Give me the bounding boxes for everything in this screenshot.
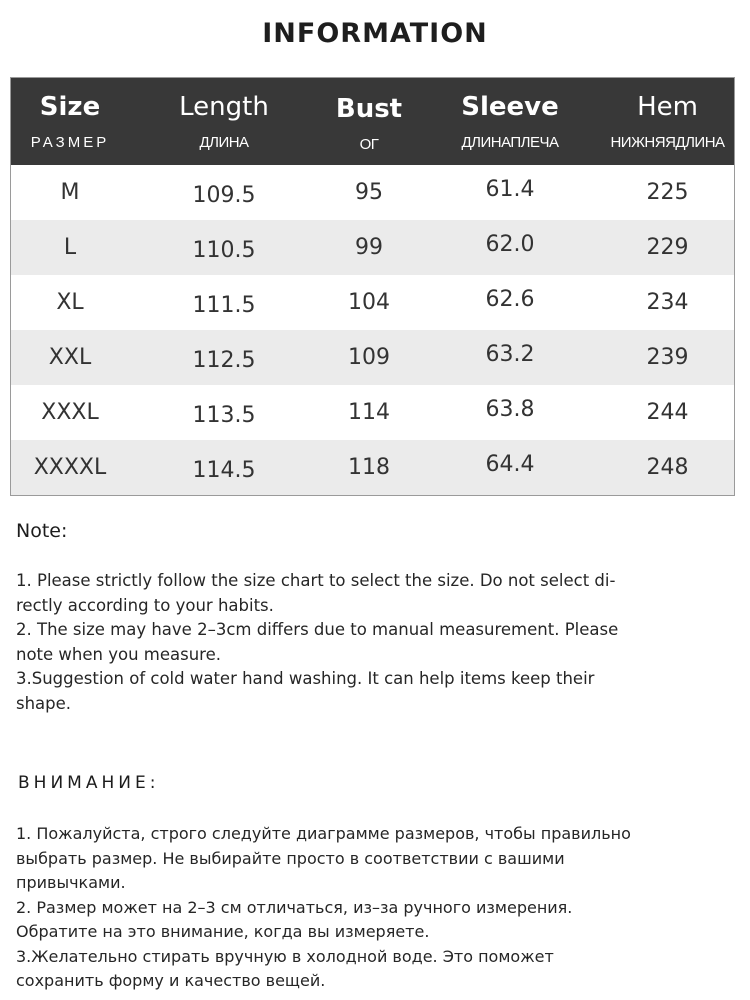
header-length-ru: ДЛИНА [199,134,249,151]
table-row [11,275,734,330]
cell-size: XXXL [41,400,99,425]
attention-line: привычками. [16,873,126,892]
header-hem-ru: НИЖНЯЯДЛИНА [610,134,725,151]
cell-hem: 229 [646,235,689,260]
note-line: 3.Suggestion of cold water hand washing. It can help items keep their [16,669,595,688]
cell-hem: 225 [646,180,689,205]
header-length [129,78,319,165]
attention-line: выбрать размер. Не выбирайте просто в соответствии с вашими [16,848,565,868]
cell-sleeve: 64.4 [485,452,535,477]
note-text [16,569,736,716]
cell-bust: 109 [348,345,390,370]
cell-sleeve: 62.6 [485,287,535,312]
note-line: 2. The size may have 2–3cm differs due to manual measurement. Please [16,620,619,639]
table-row [11,440,734,495]
attention-line: 2. Размер может на 2–3 см отличаться, из–за ручного измерения. [16,897,573,917]
attention-line: 3.Желательно стирать вручную в холодной воде. Это поможет [16,946,554,966]
cell-sleeve: 61.4 [485,177,535,202]
header-bust-en: Bust [335,94,403,124]
size-chart-table [10,77,735,496]
note-heading: Note: [16,520,68,542]
table-header [11,78,734,165]
table-row [11,165,734,220]
header-bust-ru: ОГ [359,136,379,153]
cell-size: XL [56,290,84,315]
note-line: rectly according to your habits. [16,595,274,615]
cell-size: L [63,235,77,260]
header-hem-en: Hem [637,92,698,122]
table-row [11,385,734,440]
cell-length: 114.5 [192,458,256,483]
cell-hem: 234 [646,290,689,315]
header-size [11,78,129,165]
note-line: note when you measure. [16,644,221,664]
cell-length: 109.5 [192,183,256,208]
cell-size: M [60,180,80,205]
note-line: shape. [16,693,72,713]
header-sleeve [419,78,601,165]
cell-length: 113.5 [192,403,256,428]
attention-line: Обратите на это внимание, когда вы измеряете. [16,922,430,941]
cell-sleeve: 62.0 [485,232,535,257]
cell-hem: 248 [646,455,689,480]
note-line: 1. Please strictly follow the size chart to select the size. Do not select di- [16,571,616,590]
cell-bust: 118 [348,455,390,480]
cell-bust: 95 [355,180,383,205]
header-bust [319,78,419,165]
header-hem [601,78,734,165]
cell-hem: 244 [646,400,689,425]
table-row [11,330,734,385]
cell-bust: 99 [355,235,383,260]
header-size-en: Size [39,92,101,122]
cell-sleeve: 63.2 [485,342,535,367]
attention-line: 1. Пожалуйста, строго следуйте диаграмме размеров, чтобы правильно [16,824,631,843]
attention-line: сохранить форму и качество вещей. [16,971,326,990]
cell-bust: 114 [348,400,390,425]
attention-text [16,822,736,994]
cell-hem: 239 [646,345,689,370]
cell-length: 111.5 [192,293,256,318]
header-sleeve-en: Sleeve [461,92,559,122]
header-length-en: Length [179,92,269,122]
cell-bust: 104 [348,290,390,315]
cell-size: XXXXL [33,455,107,480]
table-row [11,220,734,275]
cell-size: XXL [48,345,92,370]
attention-heading: ВНИМАНИЕ: [18,773,160,793]
cell-length: 110.5 [192,238,256,263]
cell-sleeve: 63.8 [485,397,535,422]
page-title: INFORMATION [262,18,488,49]
header-sleeve-ru: ДЛИНАПЛЕЧА [461,134,559,151]
cell-length: 112.5 [192,348,256,373]
header-size-ru: РАЗМЕР [30,134,110,151]
